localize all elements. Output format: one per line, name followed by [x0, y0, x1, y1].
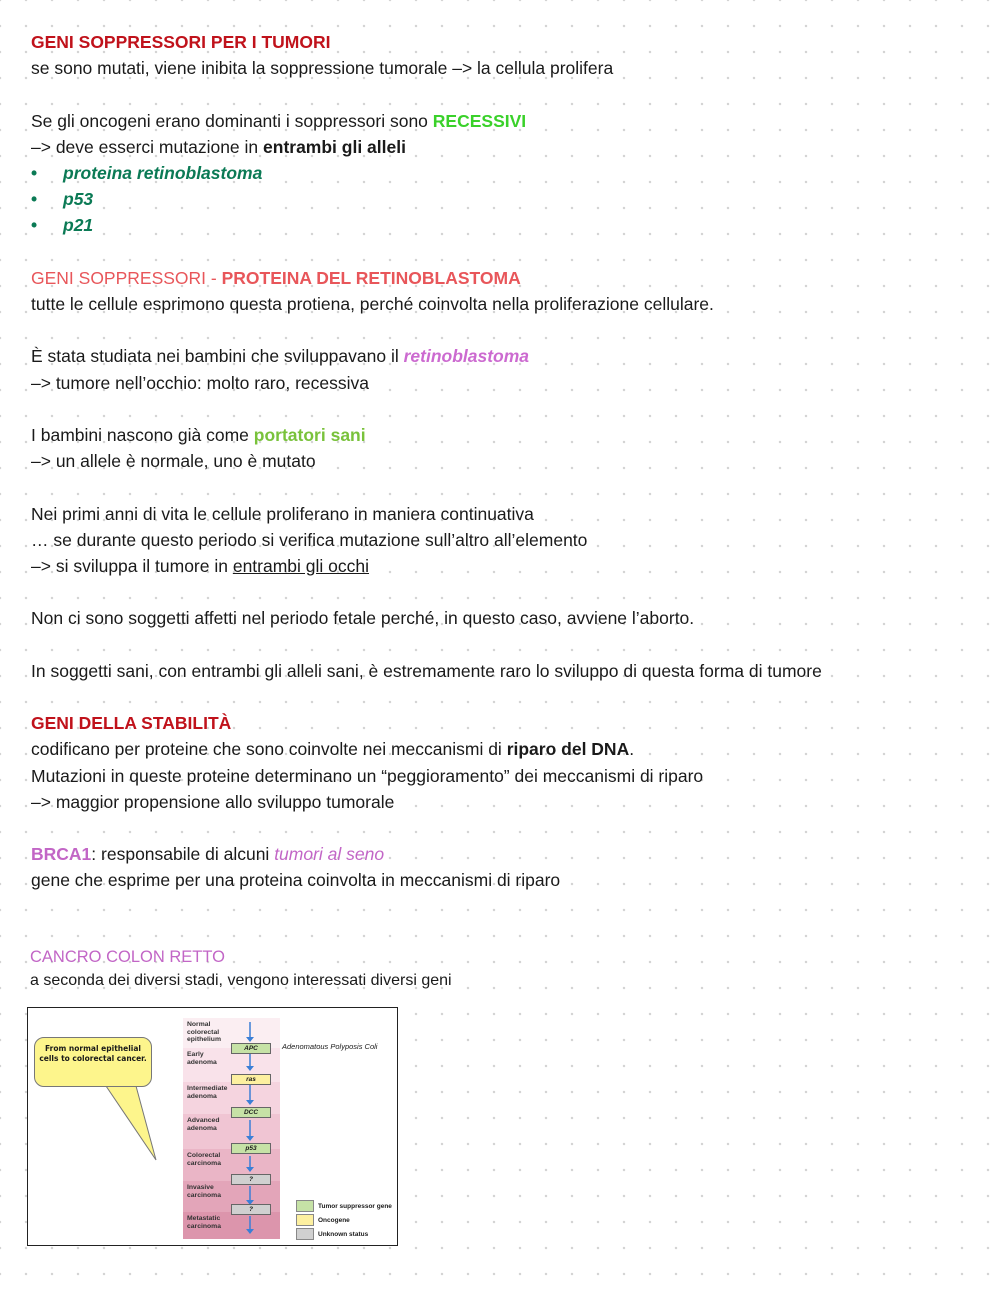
colorectal-progression-figure: [27, 1007, 398, 1246]
text-line: Nei primi anni di vita le cellule proliferano in maniera continuativa: [31, 503, 534, 524]
legend-swatch: [296, 1200, 314, 1212]
text-line: In soggetti sani, con entrambi gli alleli sani, è estremamente raro lo sviluppo di questa forma di tumore: [31, 660, 822, 681]
legend-item: [296, 1200, 392, 1212]
gene-box: DCC: [231, 1107, 271, 1118]
bullet-icon: •: [31, 163, 38, 183]
arrow-head-icon: [246, 1167, 254, 1172]
text-line: –> maggior propensione allo sviluppo tumorale: [31, 791, 395, 812]
text-line: BRCA1: responsabile di alcuni tumori al seno: [31, 844, 385, 865]
legend-label: Tumor suppressor gene: [318, 1202, 392, 1210]
gene-box: ras: [231, 1074, 271, 1085]
text-line: tutte le cellule esprimono questa protiena, perché coinvolta nella proliferazione cellulare.: [31, 294, 714, 314]
legend-swatch: [296, 1228, 314, 1240]
text-line: Se gli oncogeni erano dominanti i soppressori sono RECESSIVI: [31, 110, 527, 131]
legend-item: [296, 1214, 350, 1226]
gene-box: ?: [231, 1174, 271, 1185]
note-body: [31, 29, 981, 894]
stage-label: Invasive carcinoma: [183, 1181, 280, 1212]
legend-item: [296, 1228, 368, 1240]
stage-label: Advanced adenoma: [183, 1114, 280, 1149]
arrow-head-icon: [246, 1229, 254, 1234]
text-line: –> tumore nell’occhio: molto raro, recessiva: [31, 372, 369, 393]
legend-label: Unknown status: [318, 1230, 369, 1238]
gene-box: APC: [231, 1043, 271, 1054]
gene-box: ?: [231, 1204, 271, 1215]
bullet-item: • p53: [31, 186, 981, 212]
stage-label: Normal colorectal epithelium: [183, 1018, 280, 1048]
arrow-head-icon: [246, 1037, 254, 1042]
section-title: CANCRO COLON RETTO: [30, 948, 225, 966]
legend-swatch: [296, 1214, 314, 1226]
legend-label: Oncogene: [318, 1216, 350, 1224]
text-line: –> si sviluppa il tumore in entrambi gli occhi: [31, 555, 370, 576]
text-line: Mutazioni in queste proteine determinano un “peggioramento” dei meccanismi di riparo: [31, 765, 704, 786]
bullet-icon: •: [31, 215, 38, 236]
stage-label: Intermediate adenoma: [183, 1082, 280, 1114]
text-line: codificano per proteine che sono coinvolte nei meccanismi di riparo del DNA.: [31, 739, 635, 760]
text-line: –> un allele è normale, uno è mutato: [31, 451, 316, 472]
stage-label: Early adenoma: [183, 1048, 280, 1082]
gene-box: p53: [231, 1143, 271, 1154]
arrow-head-icon: [246, 1100, 254, 1105]
text-line: gene che esprime per una proteina coinvolta in meccanismi di riparo: [31, 870, 561, 891]
section-title: GENI DELLA STABILITÀ: [31, 713, 232, 734]
text-line: … se durante questo periodo si verifica mutazione sull’altro all’elemento: [31, 529, 588, 550]
speech-bubble: From normal epithelial cells to colorectal cancer.: [34, 1037, 152, 1087]
text-line: È stata studiata nei bambini che sviluppavano il retinoblastoma: [31, 346, 530, 367]
section-title: GENI SOPPRESSORI - PROTEINA DEL RETINOBLASTOMA: [31, 267, 521, 288]
text-line: a seconda dei diversi stadi, vengono interessati diversi geni: [30, 972, 452, 989]
text-line: Non ci sono soggetti affetti nel periodo fetale perché, in questo caso, avviene l’aborto.: [31, 608, 695, 629]
section-title: GENI SOPPRESSORI PER I TUMORI: [31, 32, 331, 52]
text-line: –> deve esserci mutazione in entrambi gli alleli: [31, 136, 406, 157]
arrow-head-icon: [246, 1136, 254, 1141]
stage-label: Colorectal carcinoma: [183, 1149, 280, 1181]
apc-annotation: Adenomatous Polyposis Coli: [282, 1042, 378, 1051]
text-line: I bambini nascono già come portatori sani: [31, 424, 366, 445]
bullet-item: • p21: [31, 212, 981, 238]
stage-label: Metastatic carcinoma: [183, 1212, 280, 1239]
arrow-head-icon: [246, 1066, 254, 1071]
highlight-recessive: RECESSIVI: [432, 110, 527, 131]
bullet-icon: •: [31, 189, 38, 210]
bullet-item: • proteina retinoblastoma: [31, 160, 981, 186]
text-line: se sono mutati, viene inibita la soppressione tumorale –> la cellula prolifera: [31, 58, 614, 79]
